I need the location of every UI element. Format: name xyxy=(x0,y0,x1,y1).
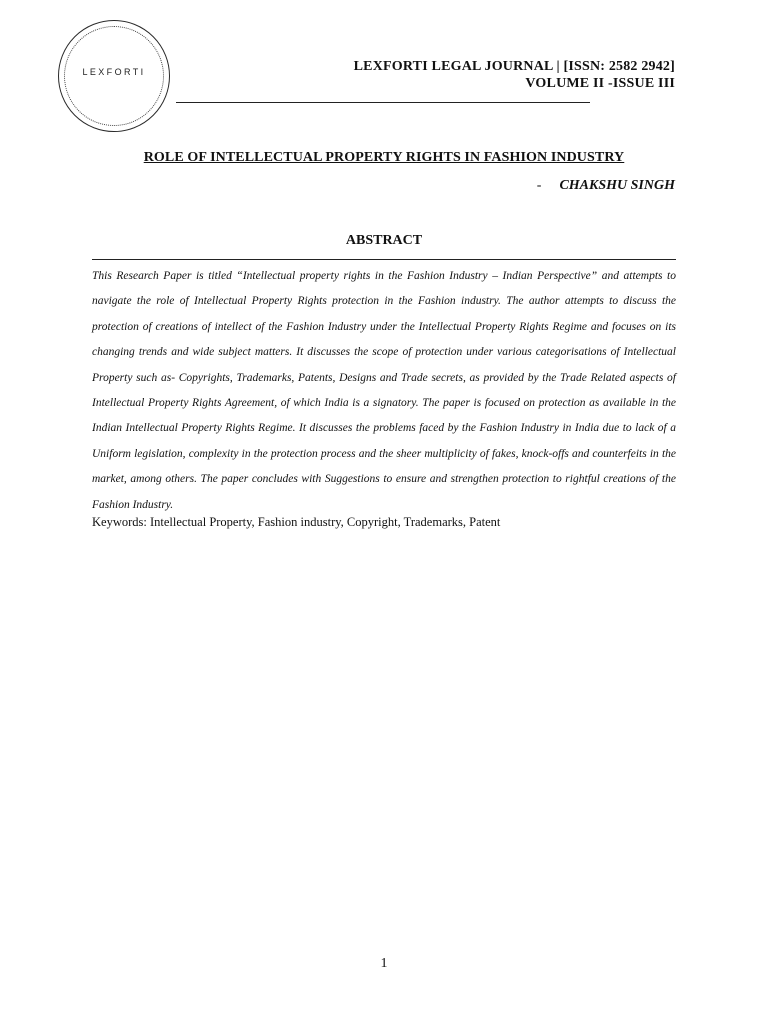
journal-logo xyxy=(58,20,170,132)
keywords-line: Keywords: Intellectual Property, Fashion industry, Copyright, Trademarks, Patent xyxy=(92,515,501,529)
author-name: CHAKSHU SINGH xyxy=(559,178,675,193)
header-divider xyxy=(176,102,590,103)
journal-header xyxy=(354,58,675,92)
page-number: 1 xyxy=(380,956,388,971)
logo-text: LEXFORTI xyxy=(82,67,146,77)
abstract-divider xyxy=(92,259,676,260)
abstract-heading: ABSTRACT xyxy=(345,233,423,248)
volume-issue-line: VOLUME II -ISSUE III xyxy=(525,76,675,91)
paper-title: ROLE OF INTELLECTUAL PROPERTY RIGHTS IN FASHION INDUSTRY xyxy=(143,150,625,165)
abstract-body: This Research Paper is titled “Intellectual property rights in the Fashion Industry – Indian Perspective” and attempts to navigate the role of Intellectual Property Rights protection in the Fashion industry. The author attempts to discuss the protection of creations of intellect of the Fashion Industry under the Intellectual Property Rights Regime and focuses on its changing trends and wide subject matters. It discusses the scope of protection under various categorisations of Intellectual Property such as- Copyrights, Trademarks, Patents, Designs and Trade secrets, as provided by the Trade Related aspects of Intellectual Property Rights Agreement, of which India is a signatory. The paper is focused on protection as available in the Indian Intellectual Property Rights Regime. It discusses the problems faced by the Fashion Industry in India due to lack of a Uniform legislation, complexity in the protection process and the sheer multiplicity of fakes, knock-offs and counterfeits in the market, among others. The paper concludes with Suggestions to ensure and strengthen protection to rightful creations of the Fashion Industry. xyxy=(92,270,676,511)
author-dash: - xyxy=(536,178,542,193)
author-line xyxy=(537,178,675,194)
journal-title-line: LEXFORTI LEGAL JOURNAL | [ISSN: 2582 2942] xyxy=(353,59,675,74)
